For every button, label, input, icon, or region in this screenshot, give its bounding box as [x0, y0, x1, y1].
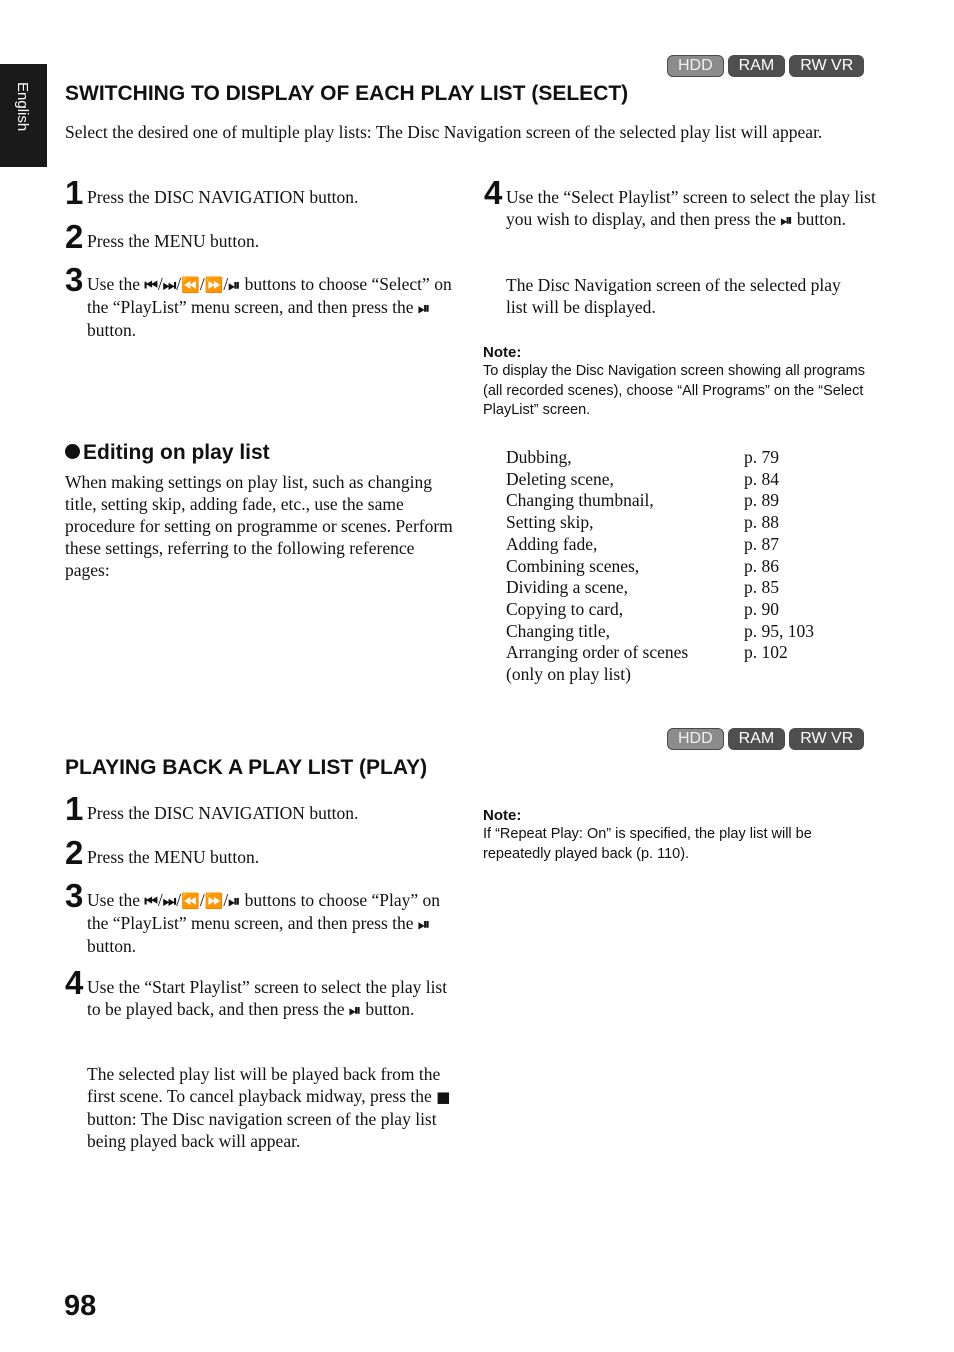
fast-forward-icon: ⏩ [204, 276, 224, 294]
reference-row [506, 512, 814, 534]
skip-back-icon: ⏮ [144, 276, 158, 294]
reference-label: Changing thumbnail, [506, 490, 654, 511]
note-title: Note: [483, 807, 522, 824]
reference-page: p. 86 [744, 555, 779, 576]
reference-label: (only on play list) [506, 664, 631, 685]
step-number: 4 [484, 174, 503, 211]
step-text: Press the DISC NAVIGATION button. [87, 187, 359, 207]
skip-forward-icon: ⏭ [162, 276, 177, 294]
note-body: If “Repeat Play: On” is specified, the play list will be repeatedly played back (p. 110). [483, 826, 812, 862]
editing-body: When making settings on play list, such as changing title, setting skip, adding fade, etc., use the same procedure for setting on programme or scenes. Perform these settings, referring to the following reference pages: [65, 472, 453, 580]
step-text: Use the “Select Playlist” screen to select the play list you wish to display, and then press the ⏯ button. [506, 187, 876, 229]
language-tab [0, 64, 47, 167]
section-play-heading: PLAYING BACK A PLAY LIST (PLAY) [65, 756, 428, 779]
step-number: 1 [65, 174, 84, 211]
badge-rw-vr: RW VR [789, 728, 864, 750]
reference-page: p. 87 [744, 533, 779, 554]
section-select-heading: SWITCHING TO DISPLAY OF EACH PLAY LIST (SELECT) [65, 82, 629, 105]
reference-page: p. 88 [744, 512, 779, 533]
reference-page: p. 84 [744, 468, 779, 489]
step-text: Press the MENU button. [87, 847, 260, 867]
reference-page: p. 102 [744, 642, 788, 663]
step-result: The Disc Navigation screen of the selected play list will be displayed. [506, 275, 841, 317]
badge-rw-vr: RW VR [789, 55, 864, 77]
bullet-icon [65, 444, 80, 459]
rewind-icon: ⏪ [181, 276, 200, 294]
badge-ram: RAM [728, 55, 786, 77]
reference-row [506, 447, 814, 469]
reference-row [506, 490, 814, 512]
reference-label: Dubbing, [506, 447, 572, 467]
reference-page: p. 79 [744, 447, 779, 467]
skip-back-icon: ⏮ [144, 892, 158, 910]
step-text: Use the ⏮/⏭/⏪/⏩/⏯ buttons to choose “Play” on the “PlayList” menu screen, and then press the ⏯ button. [87, 890, 441, 956]
step-number: 3 [65, 877, 84, 914]
step-text: Press the MENU button. [87, 231, 260, 251]
reference-label: Dividing a scene, [506, 577, 628, 598]
reference-row [506, 556, 814, 578]
reference-label: Copying to card, [506, 598, 624, 619]
reference-label: Deleting scene, [506, 468, 614, 489]
step-number: 1 [65, 790, 84, 827]
reference-row [506, 621, 814, 643]
page-number: 98 [64, 1290, 97, 1322]
reference-label: Combining scenes, [506, 555, 640, 576]
reference-row [506, 577, 814, 599]
step-text: Use the “Start Playlist” screen to select the play list to be played back, and then press the ⏯ button. [87, 977, 448, 1019]
reference-label: Adding fade, [506, 533, 598, 554]
media-badges-bottom [667, 728, 864, 750]
rewind-icon: ⏪ [181, 892, 200, 910]
step-text: Use the ⏮/⏭/⏪/⏩/⏯ buttons to choose “Select” on the “PlayList” menu screen, and then press the ⏯ button. [87, 274, 452, 340]
reference-label: Arranging order of scenes [506, 642, 689, 663]
play-pause-icon: ⏯ [348, 1001, 361, 1019]
step-number: 2 [65, 218, 84, 255]
reference-row [506, 534, 814, 556]
step-text: Press the DISC NAVIGATION button. [87, 803, 359, 823]
badge-hdd: HDD [667, 728, 724, 750]
stop-icon: ■ [436, 1088, 451, 1106]
reference-page: p. 89 [744, 490, 779, 511]
language-label: English [14, 82, 31, 132]
reference-row [506, 469, 814, 491]
reference-list [506, 447, 814, 686]
badge-hdd: HDD [667, 55, 724, 77]
reference-page: p. 95, 103 [744, 620, 814, 641]
editing-heading: Editing on play list [65, 441, 270, 465]
reference-page: p. 90 [744, 598, 779, 619]
skip-forward-icon: ⏭ [162, 892, 177, 910]
reference-row [506, 642, 814, 664]
play-pause-icon: ⏯ [417, 915, 430, 933]
note-title: Note: [483, 344, 522, 361]
reference-row [506, 664, 814, 686]
step-result: The selected play list will be played back from the first scene. To cancel playback midway, press the ■ button: The Disc navigation screen of the play list being played back will appear. [87, 1064, 451, 1151]
play-pause-icon: ⏯ [780, 211, 793, 229]
reference-page: p. 85 [744, 577, 779, 598]
step-number: 2 [65, 834, 84, 871]
reference-label: Changing title, [506, 620, 611, 641]
play-pause-icon: ⏯ [417, 299, 430, 317]
reference-row [506, 599, 814, 621]
step-number: 3 [65, 261, 84, 298]
badge-ram: RAM [728, 728, 786, 750]
note-body: To display the Disc Navigation screen showing all programs (all recorded scenes), choose “All Programs” on the “Select PlayList” screen. [483, 363, 866, 418]
section-select-intro: Select the desired one of multiple play lists: The Disc Navigation screen of the selected play list will appear. [65, 122, 823, 142]
media-badges-top [667, 55, 864, 77]
play-pause-icon: ⏯ [228, 892, 241, 910]
play-pause-icon: ⏯ [228, 276, 241, 294]
step-number: 4 [65, 964, 84, 1001]
fast-forward-icon: ⏩ [204, 892, 224, 910]
reference-label: Setting skip, [506, 512, 594, 533]
